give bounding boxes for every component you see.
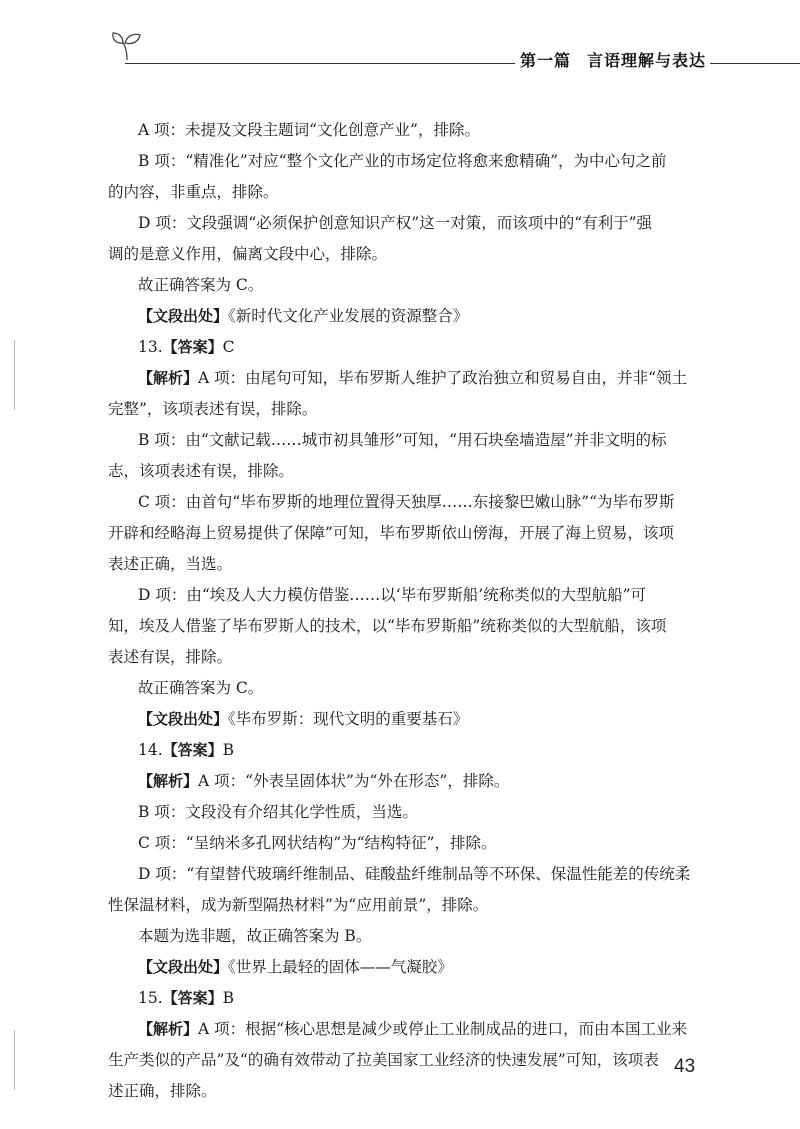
text-line <box>108 797 698 828</box>
text-line <box>108 735 698 766</box>
line-text: A 项：由尾句可知，毕布罗斯人维护了政治独立和贸易自由，并非“领土 <box>198 369 688 387</box>
text-line <box>108 952 698 983</box>
question-number: 14. <box>138 741 163 759</box>
text-line <box>108 146 698 177</box>
bracket-label: 【答案】 <box>162 989 223 1007</box>
crop-mark-left <box>14 340 15 410</box>
line-text: 《新时代文化产业发展的资源整合》 <box>228 307 469 325</box>
text-line <box>108 115 698 146</box>
question-number: 13. <box>138 338 163 356</box>
line-text: C 项：由首句“毕布罗斯的地理位置得天独厚……东接黎巴嫩山脉”“为毕布罗斯 <box>138 493 675 511</box>
text-line <box>108 921 698 952</box>
bracket-label: 【文段出处】 <box>138 307 229 325</box>
line-text: 故正确答案为 C。 <box>138 679 264 697</box>
bracket-label: 【文段出处】 <box>138 958 229 976</box>
line-text: D 项：由“埃及人大力模仿借鉴……以‘毕布罗斯船’统称类似的大型航船”可 <box>138 586 647 604</box>
bracket-label: 【解析】 <box>138 369 199 387</box>
text-line <box>108 1076 698 1107</box>
line-text: 性保温材料，成为新型隔热材料”为“应用前景”，排除。 <box>108 896 489 914</box>
line-text: 《世界上最轻的固体——气凝胶》 <box>228 958 453 976</box>
line-text: 知，埃及人借鉴了毕布罗斯人的技术，以“毕布罗斯船”统称类似的大型航船，该项 <box>108 617 667 635</box>
line-text: 生产类似的产品”及“的确有效带动了拉美国家工业经济的快速发展”可知，该项表 <box>108 1051 659 1069</box>
line-text: C <box>222 338 235 356</box>
line-text: 调的是意义作用，偏离文段中心，排除。 <box>108 245 388 263</box>
text-line <box>108 1045 698 1076</box>
line-text: 故正确答案为 C。 <box>138 276 264 294</box>
line-text: B 项：文段没有介绍其化学性质，当选。 <box>138 803 418 821</box>
text-line <box>108 177 698 208</box>
text-line <box>108 518 698 549</box>
text-line <box>108 983 698 1014</box>
line-text: 完整”，该项表述有误，排除。 <box>108 400 318 418</box>
text-line <box>108 425 698 456</box>
text-line <box>108 642 698 673</box>
text-line <box>108 890 698 921</box>
text-line <box>108 394 698 425</box>
line-text: 《毕布罗斯：现代文明的重要基石》 <box>228 710 469 728</box>
bracket-label: 【文段出处】 <box>138 710 229 728</box>
header-rule-right <box>710 63 800 64</box>
running-header <box>0 0 800 80</box>
text-line <box>108 611 698 642</box>
line-text: A 项：“外表呈固体状”为“外在形态”，排除。 <box>198 772 510 790</box>
text-line <box>108 549 698 580</box>
text-line <box>108 580 698 611</box>
line-text: 述正确，排除。 <box>108 1082 217 1100</box>
line-text: 开辟和经略海上贸易提供了保障”可知，毕布罗斯依山傍海，开展了海上贸易，该项 <box>108 524 674 542</box>
text-line <box>108 239 698 270</box>
header-rule-left <box>125 63 515 64</box>
bracket-label: 【解析】 <box>138 772 199 790</box>
line-text: 本题为选非题，故正确答案为 B。 <box>138 927 372 945</box>
header-part: 第一篇 <box>520 51 572 70</box>
crop-mark-left-lower <box>14 1030 15 1090</box>
sprout-icon <box>110 30 144 62</box>
page-number: 43 <box>674 1056 696 1077</box>
text-line <box>108 828 698 859</box>
line-text: B 项：由“文献记载……城市初具雏形”可知，“用石块垒墙造屋”并非文明的标 <box>138 431 667 449</box>
line-text: D 项：“有望替代玻璃纤维制品、硅酸盐纤维制品等不环保、保温性能差的传统柔 <box>138 865 691 883</box>
header-title <box>520 48 706 71</box>
text-line <box>108 766 698 797</box>
line-text: 志，该项表述有误，排除。 <box>108 462 295 480</box>
line-text: B 项：“精准化”对应“整个文化产业的市场定位将愈来愈精确”，为中心句之前 <box>138 152 667 170</box>
text-line <box>108 270 698 301</box>
text-line <box>108 301 698 332</box>
text-line <box>108 332 698 363</box>
line-text: A 项：根据“核心思想是减少或停止工业制成品的进口，而由本国工业来 <box>198 1020 688 1038</box>
text-line <box>108 704 698 735</box>
line-text: B <box>222 741 235 759</box>
line-text: 表述有误，排除。 <box>108 648 233 666</box>
line-text: D 项：文段强调“必须保护创意知识产权”这一对策，而该项中的“有利于”强 <box>138 214 653 232</box>
answer-explanation-body <box>108 115 698 1107</box>
text-line <box>108 673 698 704</box>
text-line <box>108 859 698 890</box>
bracket-label: 【答案】 <box>162 741 223 759</box>
line-text: C 项：“呈纳米多孔网状结构”为“结构特征”，排除。 <box>138 834 497 852</box>
text-line <box>108 208 698 239</box>
text-line <box>108 456 698 487</box>
bracket-label: 【解析】 <box>138 1020 199 1038</box>
text-line <box>108 1014 698 1045</box>
bracket-label: 【答案】 <box>162 338 223 356</box>
text-line <box>108 487 698 518</box>
header-section: 言语理解与表达 <box>587 51 707 70</box>
question-number: 15. <box>138 989 163 1007</box>
line-text: 表述正确，当选。 <box>108 555 233 573</box>
line-text: A 项：未提及文段主题词“文化创意产业”，排除。 <box>138 121 480 139</box>
text-line <box>108 363 698 394</box>
line-text: B <box>222 989 235 1007</box>
line-text: 的内容，非重点，排除。 <box>108 183 279 201</box>
